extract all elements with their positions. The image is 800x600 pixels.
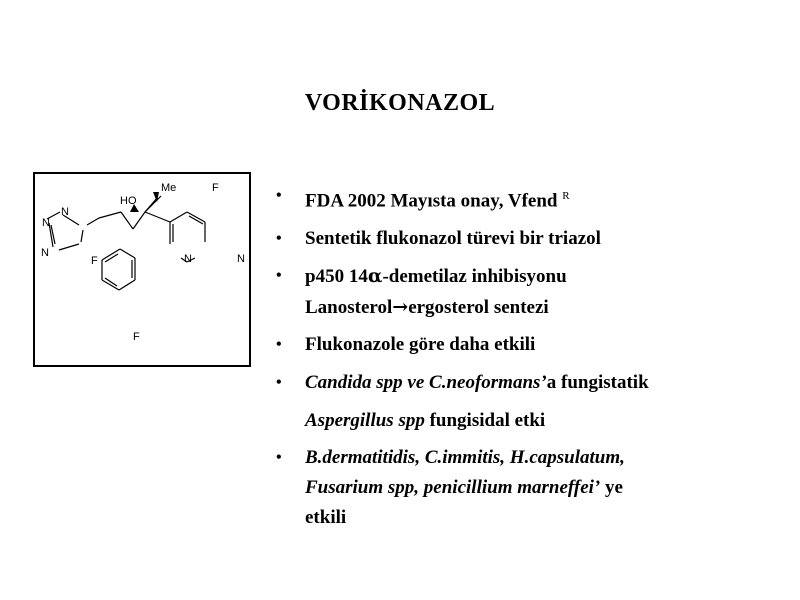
bullet-glyph: •: [276, 230, 282, 248]
bullet-glyph: •: [276, 449, 282, 467]
bullet-item-synthetic-derivative: [276, 223, 776, 255]
bullet-item-mechanism: [276, 261, 776, 323]
pyrimidine-n-label-2: N: [237, 253, 245, 265]
alpha-symbol: α: [367, 265, 383, 288]
bullet-item-other-fungi: [276, 443, 776, 533]
mechanism-line-2: [305, 292, 776, 323]
aspergillus-line: [276, 405, 776, 437]
mechanism-text-pre: p450 14: [305, 266, 368, 288]
voriconazole-structure-svg: [35, 174, 249, 365]
other-fungi-italic-text: Fusarium spp, penicillium marneffei’: [305, 477, 601, 499]
mechanism-line-1: [305, 261, 776, 292]
registered-mark: R: [562, 190, 570, 202]
other-fungi-line-3: etkili: [305, 507, 347, 529]
slide-title: VORİKONAZOL: [304, 90, 496, 116]
bullet-list: [276, 180, 776, 539]
fluoro-label-top: F: [212, 182, 219, 194]
triazole-n-label-3: N: [41, 247, 49, 259]
other-fungi-normal-text: ye: [600, 477, 623, 499]
methyl-label: Me: [161, 182, 177, 194]
pyrimidine-n-label-1: N: [184, 253, 192, 265]
other-fungi-line-1: B.dermatitidis, C.immitis, H.capsulatum,: [305, 447, 625, 469]
candida-italic-text: Candida spp ve C.neoformans’: [305, 372, 547, 394]
fluoro-label-left: F: [91, 255, 98, 267]
bullet-item-candida: [276, 367, 776, 399]
bullet-glyph: •: [276, 267, 282, 285]
candida-normal-text: a fungistatik: [546, 372, 649, 394]
bullet-item-fda-approval: [276, 180, 776, 217]
bullet-glyph: •: [276, 336, 282, 354]
bullet-text: FDA 2002 Mayısta onay, Vfend: [305, 190, 558, 212]
triazole-n-label-2: N: [61, 206, 69, 218]
other-fungi-line-2: [305, 473, 776, 503]
bullet-item-efficacy: [276, 329, 776, 361]
triazole-n-label-1: N: [42, 217, 50, 229]
ergosterol-text: ergosterol sentezi: [408, 297, 549, 319]
bullet-glyph: •: [276, 374, 282, 392]
mechanism-text-post: -demetilaz inhibisyonu: [382, 266, 567, 288]
arrow-symbol: →: [392, 296, 409, 319]
bullet-text: Sentetik flukonazol türevi bir triazol: [305, 228, 601, 250]
hydroxyl-label: HO: [120, 195, 137, 207]
bullet-glyph: •: [276, 187, 282, 204]
chemical-structure-image: [33, 172, 251, 367]
lanosterol-text: Lanosterol: [305, 297, 393, 319]
aspergillus-normal-text: fungisidal etki: [424, 410, 546, 432]
bullet-text: Flukonazole göre daha etkili: [305, 334, 536, 356]
fluoro-label-bottom: F: [133, 331, 140, 343]
aspergillus-italic-text: Aspergillus spp: [305, 410, 425, 432]
